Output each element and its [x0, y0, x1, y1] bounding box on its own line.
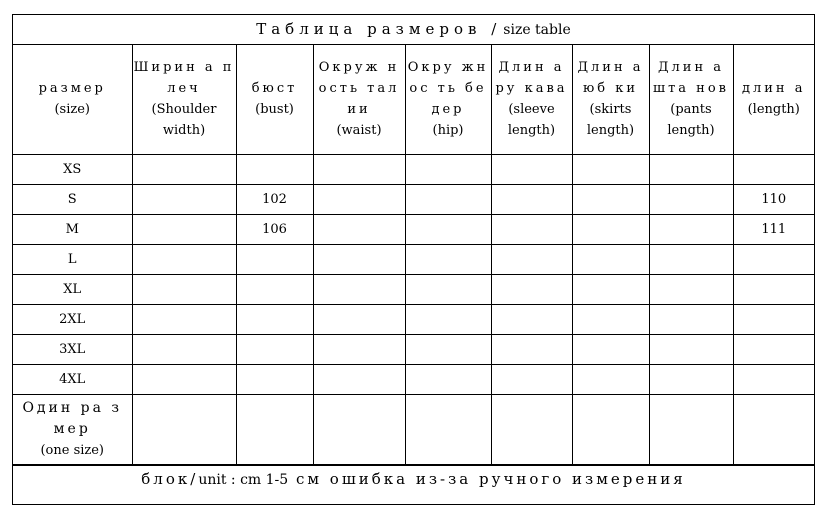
table-cell	[733, 394, 814, 464]
table-cell	[132, 154, 236, 184]
table-cell	[649, 214, 733, 244]
header-hip: Окру жнос ть бе дер (hip)	[405, 45, 491, 154]
table-cell	[313, 364, 405, 394]
table-cell	[313, 334, 405, 364]
table-cell	[733, 334, 814, 364]
table-cell	[572, 364, 649, 394]
table-cell	[313, 394, 405, 464]
table-row	[13, 364, 814, 394]
table-cell	[236, 394, 313, 464]
size-label: 4XL	[13, 364, 132, 394]
table-cell	[405, 214, 491, 244]
table-cell	[733, 364, 814, 394]
table-cell	[491, 394, 572, 464]
table-cell	[405, 154, 491, 184]
table-cell	[236, 304, 313, 334]
table-cell	[313, 304, 405, 334]
table-row	[13, 274, 814, 304]
table-cell	[491, 154, 572, 184]
table-cell	[491, 184, 572, 214]
size-label: L	[13, 244, 132, 274]
table-cell: 111	[733, 214, 814, 244]
table-cell	[733, 244, 814, 274]
table-cell	[132, 184, 236, 214]
table-cell	[649, 334, 733, 364]
table-cell	[236, 364, 313, 394]
table-cell	[572, 244, 649, 274]
table-cell	[649, 274, 733, 304]
table-cell	[572, 334, 649, 364]
size-table-sheet	[12, 14, 815, 505]
table-title-ru: Таблица размеров /	[256, 20, 502, 38]
table-cell	[572, 154, 649, 184]
table-row	[13, 214, 814, 244]
table-cell	[132, 214, 236, 244]
table-cell	[313, 184, 405, 214]
table-cell	[405, 184, 491, 214]
table-cell	[733, 304, 814, 334]
table-cell	[132, 364, 236, 394]
table-cell	[572, 184, 649, 214]
table-cell	[405, 274, 491, 304]
table-row	[13, 184, 814, 214]
header-skirt-length: Длин а юб ки (skirts length)	[572, 45, 649, 154]
table-title-en: size table	[503, 22, 571, 38]
header-pants-length: Длин а шта нов (pants length)	[649, 45, 733, 154]
header-sleeve-length: Длин а ру кава (sleeve length)	[491, 45, 572, 154]
table-cell	[405, 304, 491, 334]
table-cell	[405, 394, 491, 464]
header-length: длин а (length)	[733, 45, 814, 154]
table-title	[13, 15, 814, 45]
table-footer-note: блок/unit : cm 1-5 см ошибка из-за ручного измерения	[13, 465, 814, 493]
table-cell	[572, 274, 649, 304]
table-cell: 106	[236, 214, 313, 244]
table-cell	[491, 364, 572, 394]
table-cell	[491, 334, 572, 364]
table-row-one-size	[13, 394, 814, 464]
table-cell	[132, 394, 236, 464]
table-cell	[491, 274, 572, 304]
table-row	[13, 304, 814, 334]
header-waist: Окруж ность талии (waist)	[313, 45, 405, 154]
size-label: M	[13, 214, 132, 244]
table-cell	[491, 244, 572, 274]
table-cell: 110	[733, 184, 814, 214]
size-label: XL	[13, 274, 132, 304]
size-label-one-size: Один ра змер (one size)	[13, 394, 132, 464]
size-table	[13, 45, 814, 465]
table-cell	[236, 154, 313, 184]
table-cell	[649, 394, 733, 464]
table-row	[13, 244, 814, 274]
table-cell	[733, 274, 814, 304]
size-label: XS	[13, 154, 132, 184]
table-cell	[236, 334, 313, 364]
table-cell	[313, 154, 405, 184]
table-cell	[491, 214, 572, 244]
table-cell	[572, 394, 649, 464]
table-cell	[491, 304, 572, 334]
table-cell	[649, 244, 733, 274]
table-cell	[572, 214, 649, 244]
table-row	[13, 154, 814, 184]
table-cell	[572, 304, 649, 334]
table-row	[13, 334, 814, 364]
table-cell	[236, 274, 313, 304]
table-cell	[313, 274, 405, 304]
table-cell	[649, 154, 733, 184]
table-cell	[132, 244, 236, 274]
table-cell	[649, 364, 733, 394]
table-cell	[649, 184, 733, 214]
table-cell: 102	[236, 184, 313, 214]
header-row	[13, 45, 814, 154]
size-label: S	[13, 184, 132, 214]
table-cell	[733, 154, 814, 184]
header-size: размер (size)	[13, 45, 132, 154]
table-cell	[405, 364, 491, 394]
table-cell	[236, 244, 313, 274]
header-shoulder-width: Ширин а плеч (Shoulder width)	[132, 45, 236, 154]
table-cell	[313, 244, 405, 274]
table-cell	[313, 214, 405, 244]
table-cell	[132, 304, 236, 334]
table-cell	[132, 334, 236, 364]
table-cell	[132, 274, 236, 304]
header-bust: бюст (bust)	[236, 45, 313, 154]
table-cell	[649, 304, 733, 334]
table-cell	[405, 244, 491, 274]
table-cell	[405, 334, 491, 364]
size-label: 2XL	[13, 304, 132, 334]
size-label: 3XL	[13, 334, 132, 364]
